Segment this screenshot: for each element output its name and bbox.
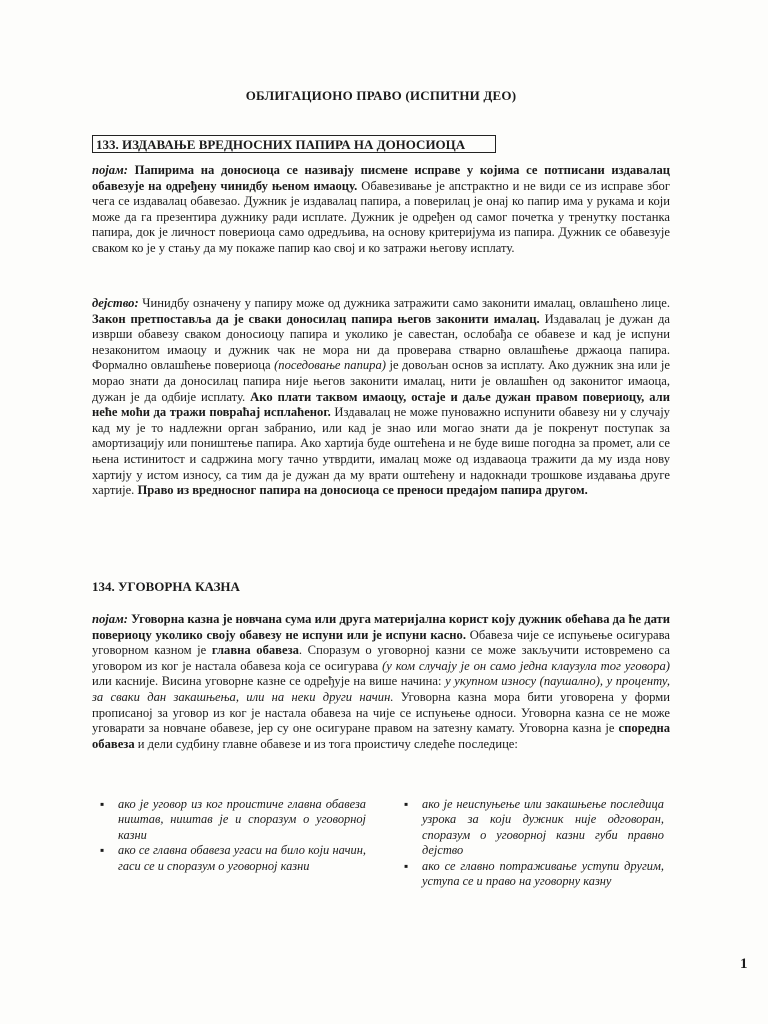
list-item: ▪ ако се главна обавеза угаси на било који начин, гаси се и споразум о уговорној казни [98, 843, 366, 874]
term-label: појам: [92, 163, 128, 177]
section-134-pojam-paragraph [92, 612, 670, 752]
document-title: ОБЛИГАЦИОНО ПРАВО (ИСПИТНИ ДЕО) [245, 88, 517, 103]
body-text: Уговорна казна мора бити уговорена у форми прописаној за уговор из ког је настала обавеза на чије се испуњење односи. Уговорна казна се не може уговарати за новчане обавезе, јер су оне осигуране правом на затезну камату. Уговорна казна је [92, 689, 670, 736]
body-text: или касније. Висина уговорне казне се одређује на више начина: [92, 674, 442, 689]
emphasis: главна обавеза [211, 643, 299, 658]
body-text: Обавеза чије се испуњење осигурава уговорном казном је [92, 627, 671, 658]
body-text: Издавалац не може пуноважно испунити обавезу ни у случају кад му је то надлежни орган забранио, или кад је знао или могао знати да је покренут поступак за амортизацију или поништење папира. Ако хартија буде оштећена и не буде више погодна за промет, али се њена истинитост и садржина могу тачно утврдити, ималац може од издаваоца тражити да му изда нову хартију у истом износу, са тим да је дужан да му врати оштећену и надокнади трошкове издавања друге хартије. [92, 405, 670, 498]
body-text: Издавалац је дужан да изврши обавезу сваком доносиоцу папира и уколико је савестан, ослобађа се обавезе и кад је испуни незаконитом имаоцу и дужник чак не мора ни да проверава стварно овлашћење држаоца папира. Формално овлашћење повериоца [92, 311, 670, 373]
emphasis: Ако плати таквом имаоцу, остаје и даље дужан правом повериоцу, али неће моћи да тражи повраћај исплаћеног. [92, 389, 670, 420]
emphasis: Уговорна казна је новчана сума или друга материјална корист коју дужник обећава да ће дати повериоцу уколико своју обавезу не испуни или је испуни касно. [92, 612, 670, 642]
list-item: ▪ ако је уговор из ког проистиче главна обавеза ништав, ништав је и споразум о уговорној казни [98, 797, 366, 843]
section-133-dejstvo-paragraph [92, 296, 670, 499]
section-133-heading: 133. ИЗДАВАЊЕ ВРЕДНОСНИХ ПАПИРА НА ДОНОСИОЦА [92, 135, 496, 153]
emphasis: споредна обавеза [92, 721, 670, 751]
page-number: 1 [740, 956, 748, 972]
italic-note: (поседовање папира) [274, 358, 386, 373]
body-text: је довољан основ за исплату. Ако дужник зна или је морао знати да доносилац папира није његов законити ималац, нити је овлашћен од законитог имаоца, дужан је да одбије исплату. [92, 358, 670, 404]
body-text: . Споразум о уговорној казни се може закључити истовремено са уговором из ког је настала обавеза која се осигурава [92, 643, 670, 673]
section-133-pojam-paragraph [92, 163, 670, 257]
emphasis: Право из вредносног папира на доносиоца се преноси предајом папира другом. [137, 483, 588, 498]
emphasis: Закон претпоставља да је сваки доносилац папира његов законити ималац. [92, 311, 540, 326]
italic-note: у укупном износу (паушално), у проценту, за сваки дан закашњења, или на неки други начин. [92, 674, 670, 704]
list-item: ▪ ако се главно потраживање уступи другим, уступа се и право на уговорну казну [402, 859, 664, 890]
term-label: дејство: [92, 296, 139, 310]
document-page [92, 0, 748, 1024]
italic-note: (у ком случају је он само једна клаузула тог уговора) [382, 658, 671, 673]
consequences-list-right [402, 797, 664, 889]
term-label: појам: [92, 612, 128, 626]
body-text: Обавезивање је апстрактно и не види се из исправе због чега се издавалац обавезао. Дужник је издавалац папира, а поверилац је онај ко папир има у рукама и који може да га презентира дужнику ради исплате. Дужник је одређен од самог почетка у тренутку постанка папира, док је личност повериоца само одредљива, на основу критеријума из папира. Дужник се обавезује сваком ко је у стању да му покаже папир као свој и ко затражи његову исплату. [92, 178, 670, 255]
section-134-heading: 134. УГОВОРНА КАЗНА [92, 579, 240, 594]
body-text: и дели судбину главне обавезе и из тога проистичу следеће последице: [137, 736, 518, 751]
body-text: Чинидбу означену у папиру може од дужника затражити само законити ималац, овлашћено лице. [142, 296, 670, 310]
consequences-list-left [98, 797, 366, 874]
emphasis: Папирима на доносиоца се називају писмене исправе у којима се потписани издавалац обавезује на одређену чинидбу њеном имаоцу. [92, 163, 670, 193]
list-item: ▪ ако је неиспуњење или закашњење последица узрока за који дужник није одговоран, споразум о уговорној казни губи правно дејство [402, 797, 664, 859]
